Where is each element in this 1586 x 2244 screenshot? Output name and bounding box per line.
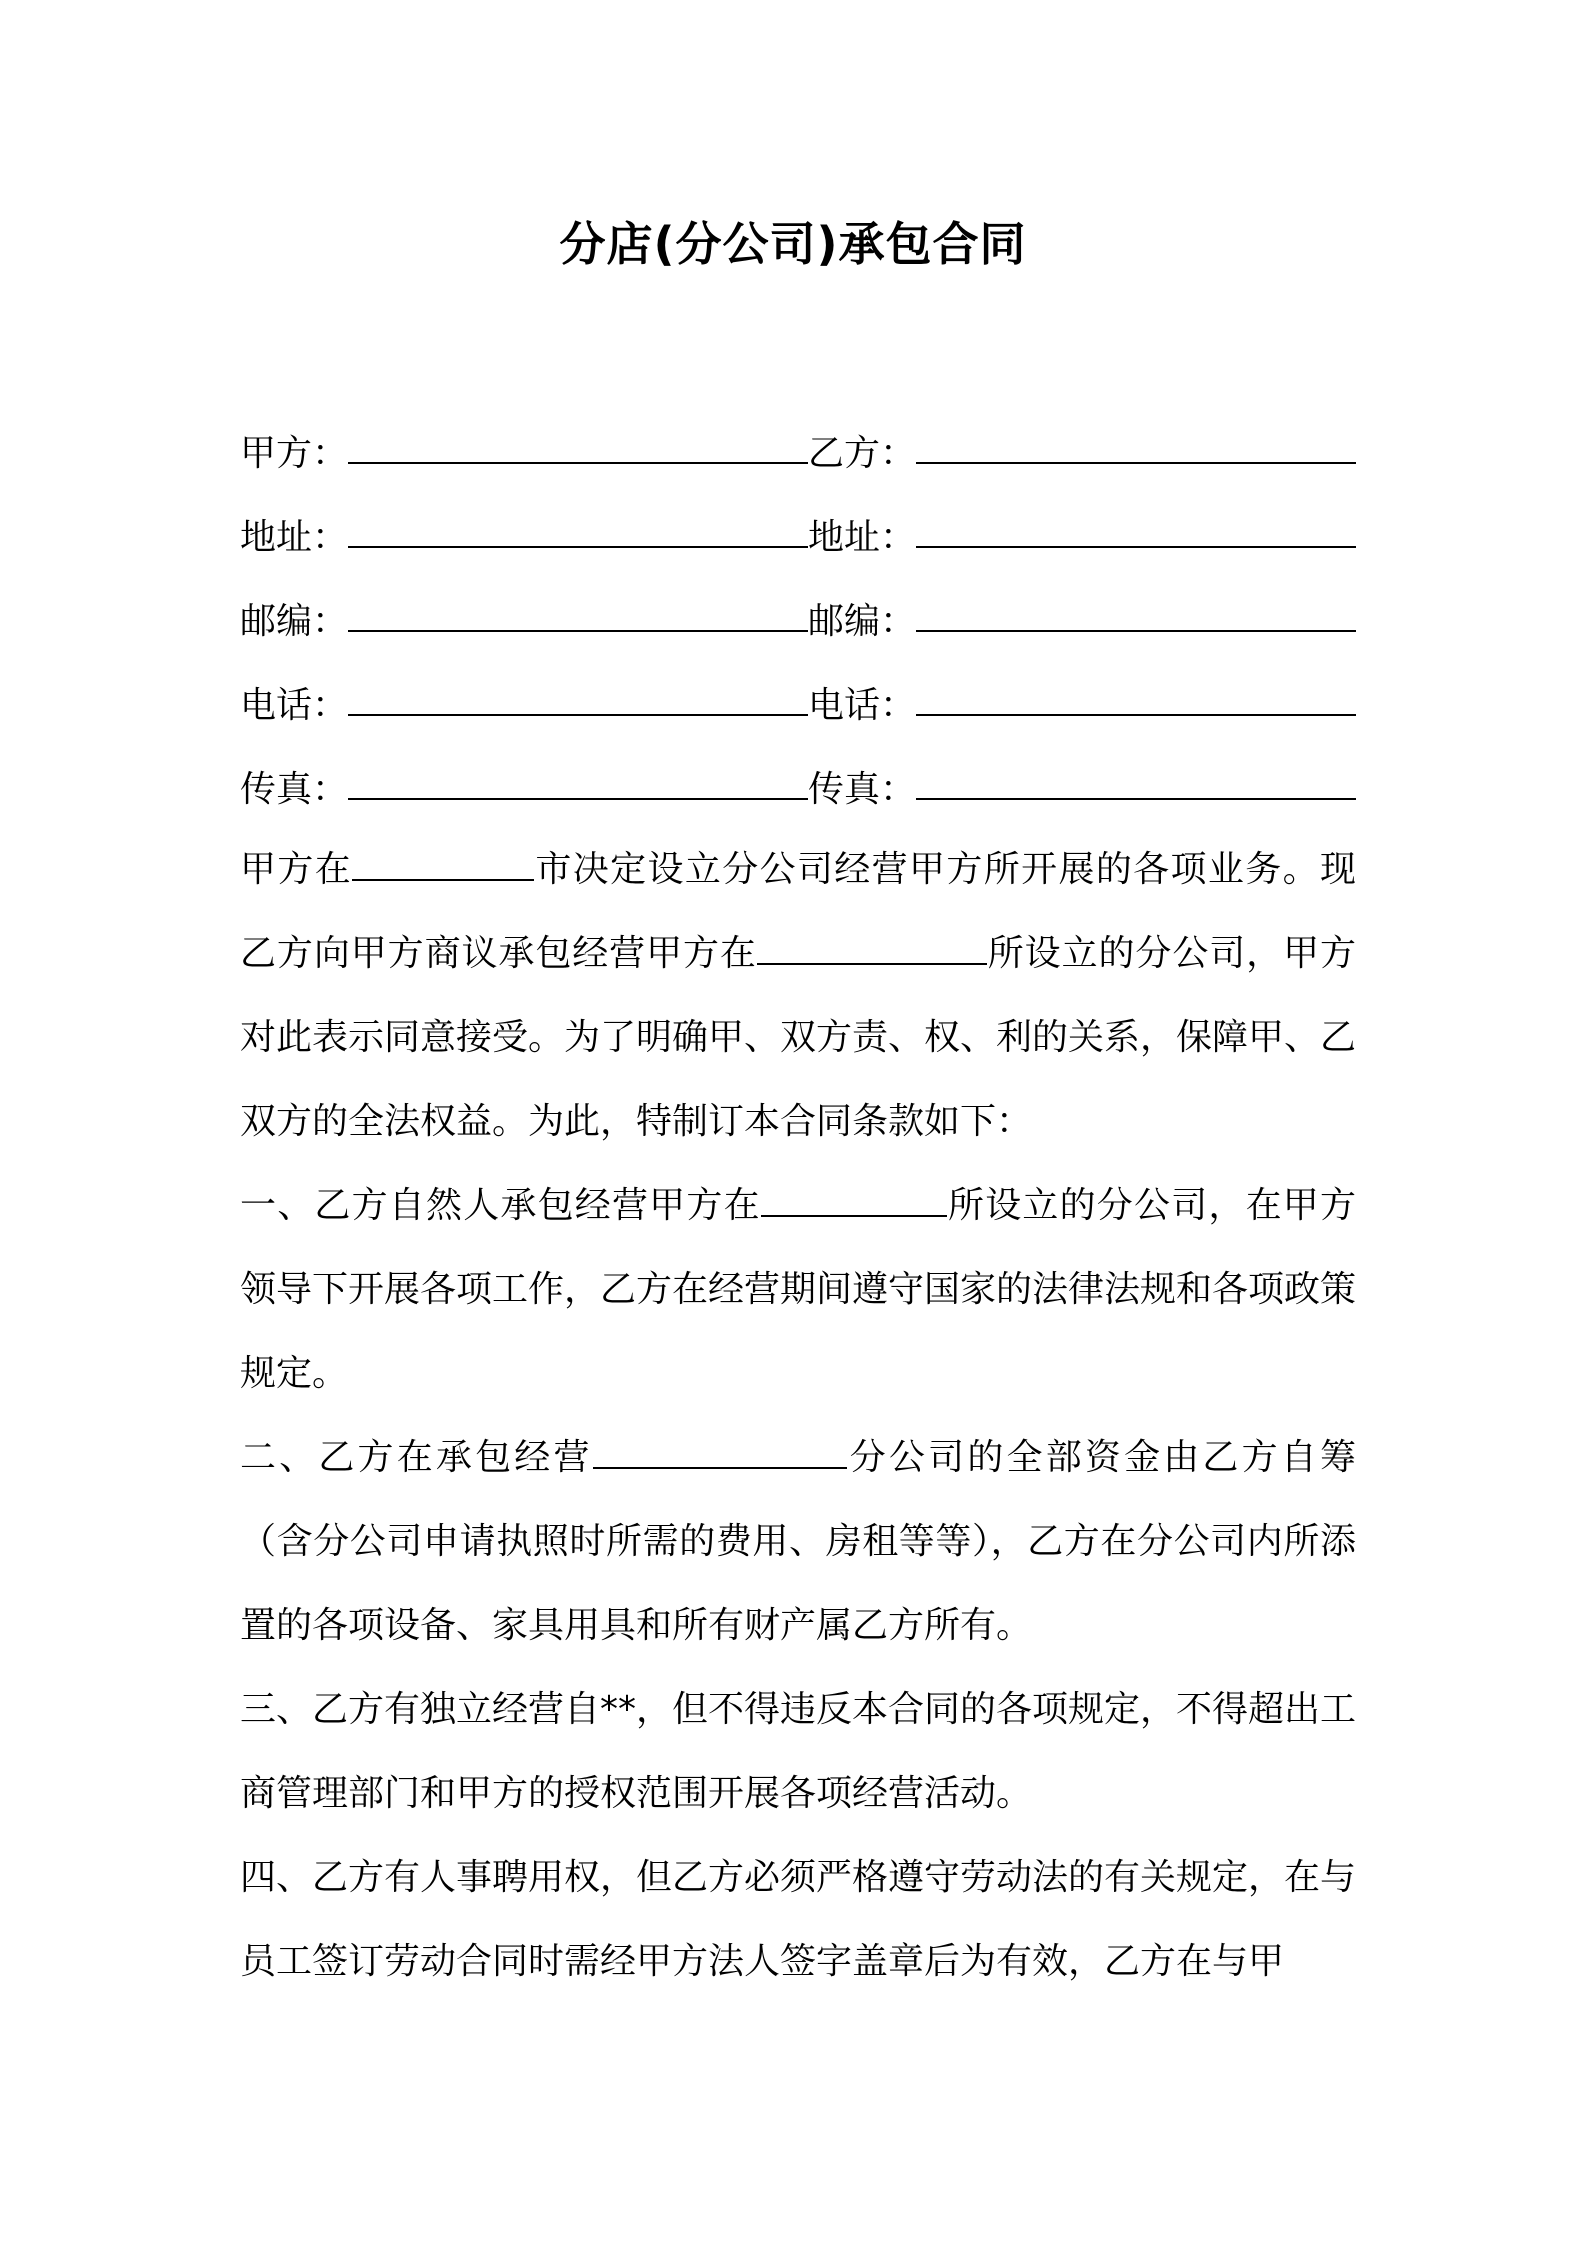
city-blank [352,869,534,881]
fax-b-label: 传真： [808,768,917,810]
fax-b-field [808,761,1356,812]
party-row-fax [240,744,1356,828]
clause-2 [240,1416,1356,1668]
clause-2-text-1: 二、乙方在承包经营 [240,1437,593,1478]
address-b-label: 地址： [808,516,917,558]
phone-a-label: 电话： [240,684,349,726]
address-b-field [808,509,1356,560]
address-b-blank [916,546,1356,548]
party-a-field [240,425,808,476]
phone-b-label: 电话： [808,684,917,726]
clause-2-blank [593,1457,847,1469]
phone-b-field [808,677,1356,728]
clause-1-text-1: 一、乙方自然人承包经营甲方在 [240,1185,761,1226]
postcode-a-blank [348,630,808,632]
address-a-label: 地址： [240,516,349,558]
clause-1 [240,1164,1356,1416]
party-row-party [240,408,1356,492]
party-row-postcode [240,576,1356,660]
phone-b-blank [916,714,1356,716]
intro-text-1: 甲方在 [240,849,353,890]
postcode-b-blank [916,630,1356,632]
party-b-blank [916,462,1356,464]
clause-1-blank [761,1205,947,1217]
postcode-a-label: 邮编： [240,600,349,642]
clause-1-text-2: 所设立的分公司，在甲方领导下开展各项工作，乙方在经营期间遵守国家的法律法规和各项政策规定。 [240,1185,1357,1394]
fax-a-blank [348,798,808,800]
fax-b-blank [916,798,1356,800]
intro-text-2: 市决定设立分公司经营甲方所开展的各项业务。现乙方向甲方商议承包经营甲方在 [240,849,1356,974]
clause-4: 四、乙方有人事聘用权，但乙方必须严格遵守劳动法的有关规定，在与员工签订劳动合同时需经甲方法人签字盖章后为有效，乙方在与甲 [240,1857,1357,1982]
party-row-address [240,492,1356,576]
postcode-a-field [240,593,808,644]
intro-text-3: 所设立的分公司，甲方对此表示同意接受。为了明确甲、双方责、权、利的关系，保障甲、乙双方的全法权益。为此，特制订本合同条款如下： [240,933,1357,1142]
postcode-b-label: 邮编： [808,600,917,642]
address-a-field [240,509,808,560]
location-blank [757,953,987,965]
party-row-phone [240,660,1356,744]
intro-paragraph [240,828,1356,1164]
address-a-blank [348,546,808,548]
clause-3: 三、乙方有独立经营自**，但不得违反本合同的各项规定，不得超出工商管理部门和甲方的授权范围开展各项经营活动。 [240,1689,1357,1814]
fax-a-label: 传真： [240,768,349,810]
postcode-b-field [808,593,1356,644]
phone-a-blank [348,714,808,716]
clause-2-text-2: 分公司的全部资金由乙方自筹（含分公司申请执照时所需的费用、房租等等），乙方在分公司内所添置的各项设备、家具用具和所有财产属乙方所有。 [240,1437,1356,1646]
party-b-field [808,425,1356,476]
fax-a-field [240,761,808,812]
page-title: 分店(分公司)承包合同 [559,217,1027,271]
contract-body [240,408,1356,2004]
phone-a-field [240,677,808,728]
party-b-label: 乙方： [808,432,917,474]
party-a-blank [348,462,808,464]
party-a-label: 甲方： [240,432,349,474]
